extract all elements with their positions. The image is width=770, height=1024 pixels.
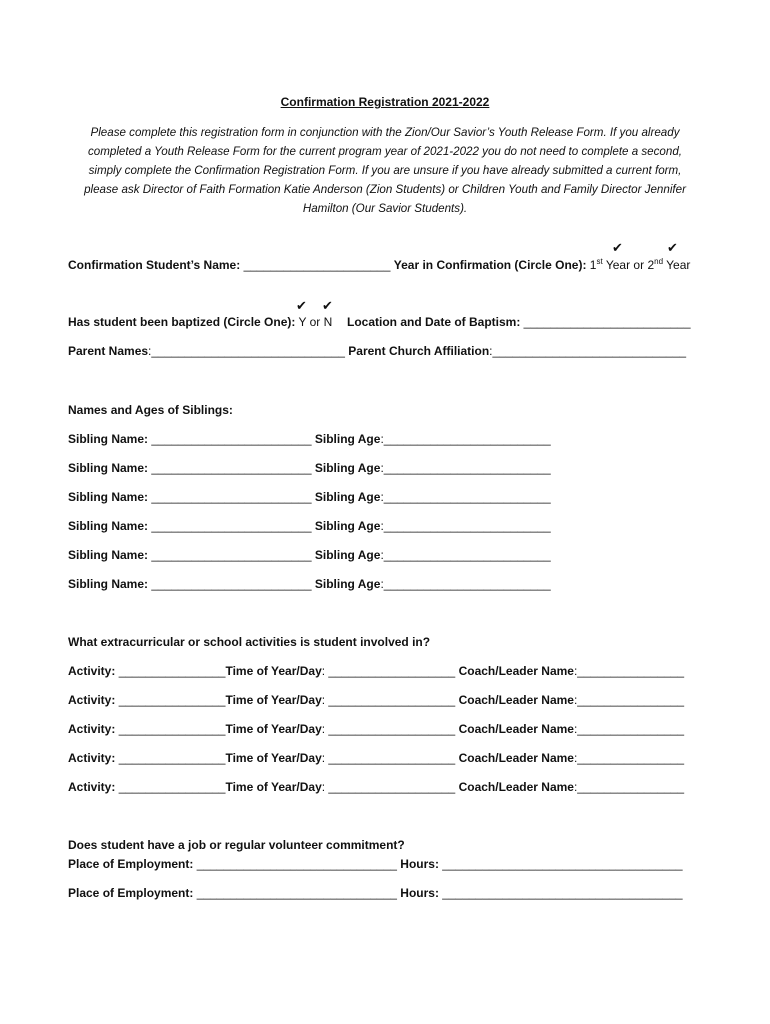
coach-label: Coach/Leader Name	[458, 780, 574, 794]
coach-label: Coach/Leader Name	[458, 693, 574, 707]
time-label: Time of Year/Day	[225, 664, 322, 678]
coach-label: Coach/Leader Name	[458, 751, 574, 765]
employment-heading: Does student have a job or regular volunteer commitment?	[68, 838, 405, 852]
time-field[interactable]: : ___________________	[321, 751, 456, 765]
activity-field[interactable]: ________________	[118, 751, 226, 765]
parent-church-field[interactable]: :_____________________________	[489, 344, 687, 358]
sibling-row	[68, 432, 551, 446]
time-field[interactable]: : ___________________	[321, 722, 456, 736]
sibling-name-field[interactable]: ________________________	[151, 461, 312, 475]
parent-names-label: Parent Names	[68, 344, 149, 358]
siblings-heading: Names and Ages of Siblings:	[68, 403, 233, 417]
employment-place-field[interactable]: ______________________________	[196, 886, 397, 900]
coach-field[interactable]: :________________	[573, 664, 685, 678]
baptism-row	[68, 315, 691, 329]
check-mark-icon: ✔	[296, 298, 307, 313]
coach-label: Coach/Leader Name	[458, 664, 574, 678]
employment-hours-label: Hours:	[400, 857, 439, 871]
sibling-name-field[interactable]: ________________________	[151, 432, 312, 446]
employment-place-label: Place of Employment:	[68, 886, 194, 900]
sibling-name-field[interactable]: ________________________	[151, 519, 312, 533]
sibling-name-label: Sibling Name:	[68, 432, 149, 446]
employment-hours-field[interactable]: ____________________________________	[442, 886, 683, 900]
sibling-age-field[interactable]: :_________________________	[380, 519, 551, 533]
time-field[interactable]: : ___________________	[321, 780, 456, 794]
coach-field[interactable]: :________________	[573, 751, 685, 765]
time-field[interactable]: : ___________________	[321, 664, 456, 678]
sibling-age-field[interactable]: :_________________________	[380, 432, 551, 446]
activity-row	[68, 751, 684, 765]
year-option-second[interactable]: 2nd	[647, 257, 664, 272]
employment-hours-field[interactable]: ____________________________________	[442, 857, 683, 871]
activity-row	[68, 780, 684, 794]
form-title: Confirmation Registration 2021-2022	[280, 95, 490, 109]
activity-label: Activity:	[68, 693, 116, 707]
sibling-row	[68, 490, 551, 504]
coach-field[interactable]: :________________	[573, 693, 685, 707]
coach-field[interactable]: :________________	[573, 780, 685, 794]
parent-names-field[interactable]: :_____________________________	[148, 344, 345, 358]
activity-field[interactable]: ________________	[118, 693, 226, 707]
activity-label: Activity:	[68, 751, 116, 765]
check-mark-icon: ✔	[322, 298, 333, 313]
activity-row	[68, 693, 684, 707]
employment-place-field[interactable]: ______________________________	[196, 857, 397, 871]
activity-row	[68, 664, 684, 678]
sibling-age-label: Sibling Age	[314, 461, 381, 475]
activities-heading: What extracurricular or school activities is student involved in?	[68, 635, 431, 649]
activity-field[interactable]: ________________	[118, 722, 226, 736]
sibling-row	[68, 461, 551, 475]
parent-row	[68, 344, 686, 358]
sibling-name-label: Sibling Name:	[68, 519, 149, 533]
activity-label: Activity:	[68, 664, 116, 678]
sibling-name-field[interactable]: ________________________	[151, 490, 312, 504]
parent-church-label: Parent Church Affiliation	[348, 344, 490, 358]
baptism-location-label: Location and Date of Baptism:	[346, 315, 521, 329]
coach-field[interactable]: :________________	[573, 722, 685, 736]
student-name-label: Confirmation Student’s Name:	[68, 258, 241, 272]
sibling-name-field[interactable]: ________________________	[151, 577, 312, 591]
year-word: Year or	[605, 258, 645, 272]
sibling-age-label: Sibling Age	[314, 548, 381, 562]
employment-row	[68, 857, 683, 871]
sibling-name-label: Sibling Name:	[68, 461, 149, 475]
activity-label: Activity:	[68, 722, 116, 736]
sibling-name-field[interactable]: ________________________	[151, 548, 312, 562]
time-label: Time of Year/Day	[225, 693, 322, 707]
sibling-name-label: Sibling Name:	[68, 490, 149, 504]
check-mark-icon: ✔	[612, 240, 623, 255]
student-name-field[interactable]: ______________________	[243, 258, 391, 272]
year-label: Year in Confirmation (Circle One):	[393, 258, 587, 272]
year-option-first[interactable]: 1st	[589, 257, 603, 272]
time-label: Time of Year/Day	[225, 722, 322, 736]
year-word: Year	[666, 258, 691, 272]
activity-label: Activity:	[68, 780, 116, 794]
baptism-location-field[interactable]: _________________________	[523, 315, 691, 329]
sibling-row	[68, 577, 551, 591]
sibling-name-label: Sibling Name:	[68, 577, 149, 591]
intro-paragraph: Please complete this registration form in conjunction with the Zion/Our Savior’s Youth Release Form. If you already completed a Youth Release Form for the current program year of 2021-2022 you do not need to complete a second, simply complete the Confirmation Registration Form. If you are unsure if you have already submitted a current form, please ask Director of Faith Formation Katie Anderson (Zion Students) or Children Youth and Family Director Jennifer Hamilton (Our Savior Students).	[84, 126, 686, 215]
time-label: Time of Year/Day	[225, 780, 322, 794]
check-mark-icon: ✔	[667, 240, 678, 255]
activity-field[interactable]: ________________	[118, 664, 226, 678]
baptism-options[interactable]: Y or N	[298, 315, 333, 329]
sibling-age-label: Sibling Age	[314, 490, 381, 504]
sibling-age-label: Sibling Age	[314, 519, 381, 533]
sibling-age-field[interactable]: :_________________________	[380, 490, 551, 504]
sibling-row	[68, 548, 551, 562]
baptism-label: Has student been baptized (Circle One):	[68, 315, 296, 329]
employment-hours-label: Hours:	[400, 886, 439, 900]
sibling-age-field[interactable]: :_________________________	[380, 548, 551, 562]
sibling-age-label: Sibling Age	[314, 432, 381, 446]
sibling-row	[68, 519, 551, 533]
time-field[interactable]: : ___________________	[321, 693, 456, 707]
employment-place-label: Place of Employment:	[68, 857, 194, 871]
activity-row	[68, 722, 684, 736]
activity-field[interactable]: ________________	[118, 780, 226, 794]
time-label: Time of Year/Day	[225, 751, 322, 765]
sibling-name-label: Sibling Name:	[68, 548, 149, 562]
sibling-age-field[interactable]: :_________________________	[380, 577, 551, 591]
student-name-row	[68, 257, 690, 272]
employment-row	[68, 886, 683, 900]
sibling-age-label: Sibling Age	[314, 577, 381, 591]
sibling-age-field[interactable]: :_________________________	[380, 461, 551, 475]
coach-label: Coach/Leader Name	[458, 722, 574, 736]
